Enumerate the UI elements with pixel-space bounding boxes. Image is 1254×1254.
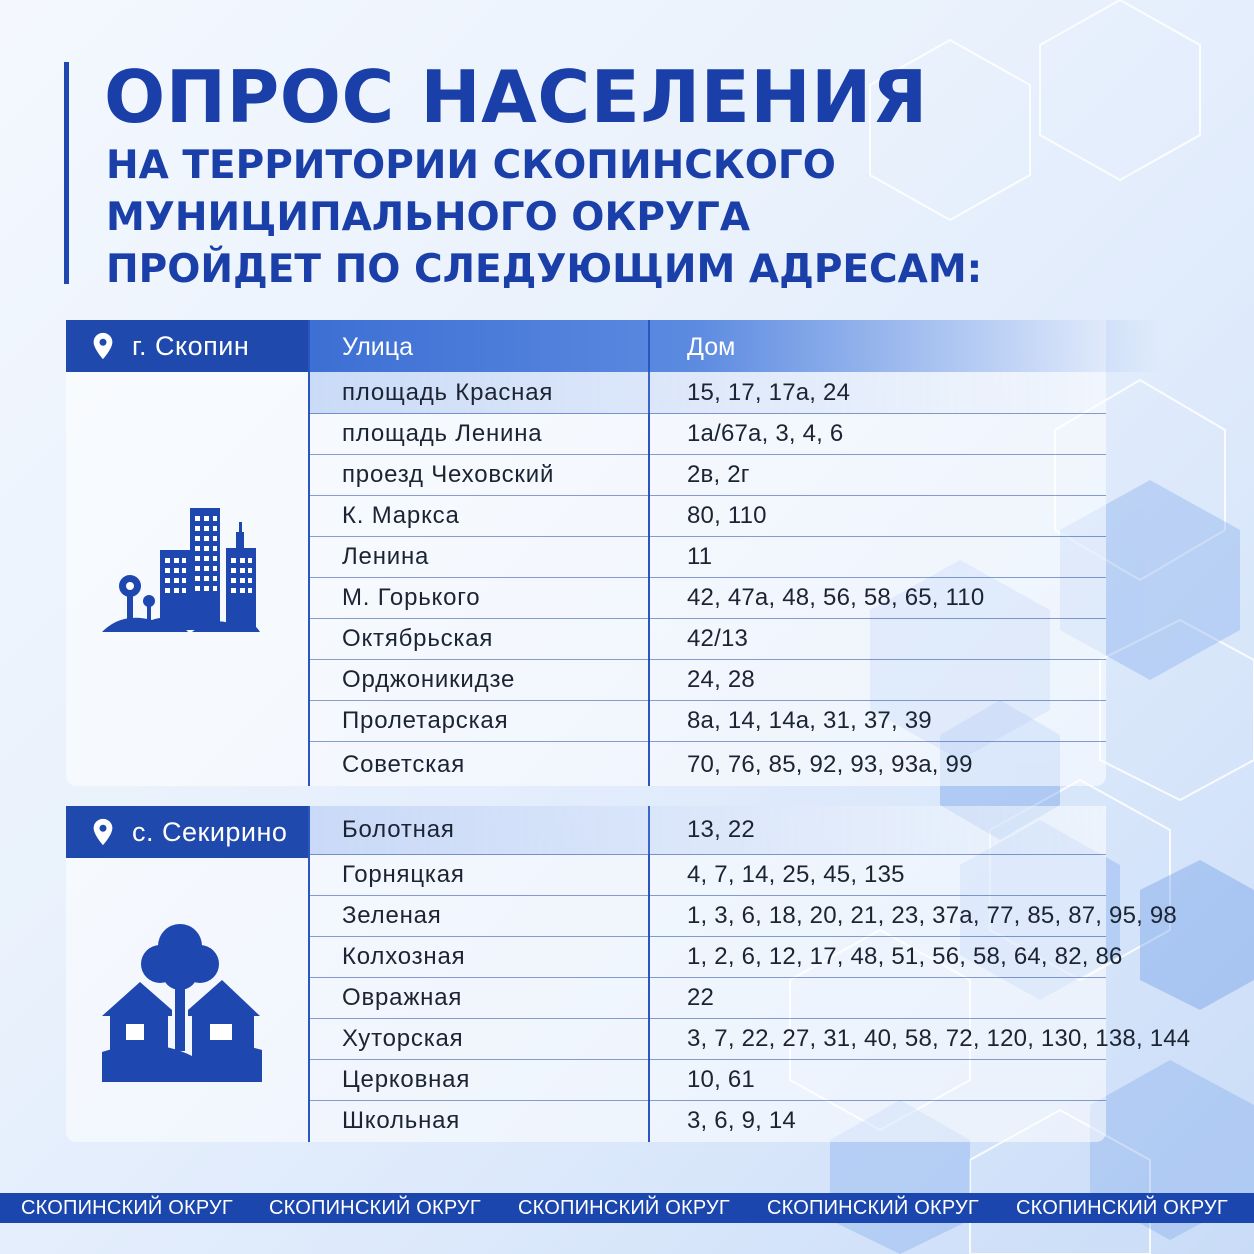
table-row [310,577,1106,619]
house-cell: 8а, 14, 14а, 31, 37, 39 [687,706,932,734]
table-row [310,977,1106,1019]
street-cell: Овражная [342,983,463,1011]
street-cell: площадь Красная [342,378,554,406]
table-row [310,413,1106,455]
street-cell: Болотная [342,816,455,843]
street-cell: площадь Ленина [342,419,543,447]
column-header-street: Улица [342,333,413,361]
address-table-skopin [66,320,1106,786]
table-row [310,1100,1106,1141]
street-cell: Церковная [342,1065,471,1093]
house-cell: 1а/67а, 3, 4, 6 [687,419,844,447]
footer-label: СКОПИНСКИЙ ОКРУГ [269,1197,481,1219]
house-cell: 4, 7, 14, 25, 45, 135 [687,860,905,888]
street-cell: Колхозная [342,942,466,970]
location-tab-skopin [66,320,308,372]
title-accent-bar [64,62,69,284]
house-cell: 70, 76, 85, 92, 93, 93а, 99 [687,751,973,778]
table-header [310,320,1160,372]
house-cell: 15, 17, 17а, 24 [687,378,851,406]
column-header-house: Дом [687,333,736,361]
footer-label: СКОПИНСКИЙ ОКРУГ [21,1197,233,1219]
location-tab-sekirino [66,806,308,858]
house-cell: 42, 47а, 48, 56, 58, 65, 110 [687,583,985,611]
street-cell: Хуторская [342,1024,464,1052]
street-cell: проезд Чеховский [342,460,555,488]
street-cell: Орджоникидзе [342,665,516,693]
street-cell: Октябрьская [342,624,494,652]
table-row [310,700,1106,742]
house-cell: 10, 61 [687,1065,755,1093]
page-title: ОПРОС НАСЕЛЕНИЯ [104,55,928,139]
house-cell: 1, 2, 6, 12, 17, 48, 51, 56, 58, 64, 82, 86 [687,942,1123,970]
table-row [310,936,1123,978]
table-row [310,854,1106,896]
house-cell: 80, 110 [687,501,767,529]
footer-label: СКОПИНСКИЙ ОКРУГ [1016,1197,1228,1219]
table-row [310,618,1106,660]
street-cell: Школьная [342,1106,461,1134]
table-row [310,659,1106,701]
house-cell: 13, 22 [687,816,755,843]
table-row [310,372,1106,414]
table-row [310,495,1106,537]
map-pin-icon [88,331,118,361]
house-cell: 2в, 2г [687,460,750,488]
house-cell: 11 [687,542,713,570]
table-row [310,895,1177,937]
page-subtitle [106,140,1006,296]
street-cell: Горняцкая [342,860,465,888]
street-cell: Зеленая [342,901,442,929]
table-row [310,454,1106,496]
location-name: с. Секирино [132,816,288,847]
table-row [310,741,1106,789]
address-table-sekirino [66,806,1191,1142]
house-cell: 3, 6, 9, 14 [687,1106,796,1134]
location-name: г. Скопин [132,330,250,361]
village-houses-tree-icon [102,924,262,1082]
table-row [310,1018,1191,1060]
street-cell: Советская [342,751,466,778]
table-row [310,1059,1106,1101]
street-cell: Ленина [342,542,430,570]
house-cell: 3, 7, 22, 27, 31, 40, 58, 72, 120, 130, 138, 144 [687,1024,1191,1052]
subtitle-line: ПРОЙДЕТ ПО СЛЕДУЮЩИМ АДРЕСАМ: [106,247,983,292]
table-row [310,536,1106,578]
footer-ribbon [0,1193,1254,1223]
table-row [310,806,1106,855]
map-pin-icon [88,817,118,847]
house-cell: 22 [687,983,715,1011]
house-cell: 42/13 [687,624,749,652]
subtitle-line: МУНИЦИПАЛЬНОГО ОКРУГА [106,195,751,240]
city-buildings-icon [102,508,262,636]
footer-label: СКОПИНСКИЙ ОКРУГ [518,1197,730,1219]
house-cell: 1, 3, 6, 18, 20, 21, 23, 37а, 77, 85, 87, 95, 98 [687,901,1177,929]
street-cell: К. Маркса [342,501,460,529]
street-cell: Пролетарская [342,706,509,734]
footer-label: СКОПИНСКИЙ ОКРУГ [767,1197,979,1219]
house-cell: 24, 28 [687,665,755,693]
subtitle-line: НА ТЕРРИТОРИИ СКОПИНСКОГО [106,143,836,188]
street-cell: М. Горького [342,583,481,611]
